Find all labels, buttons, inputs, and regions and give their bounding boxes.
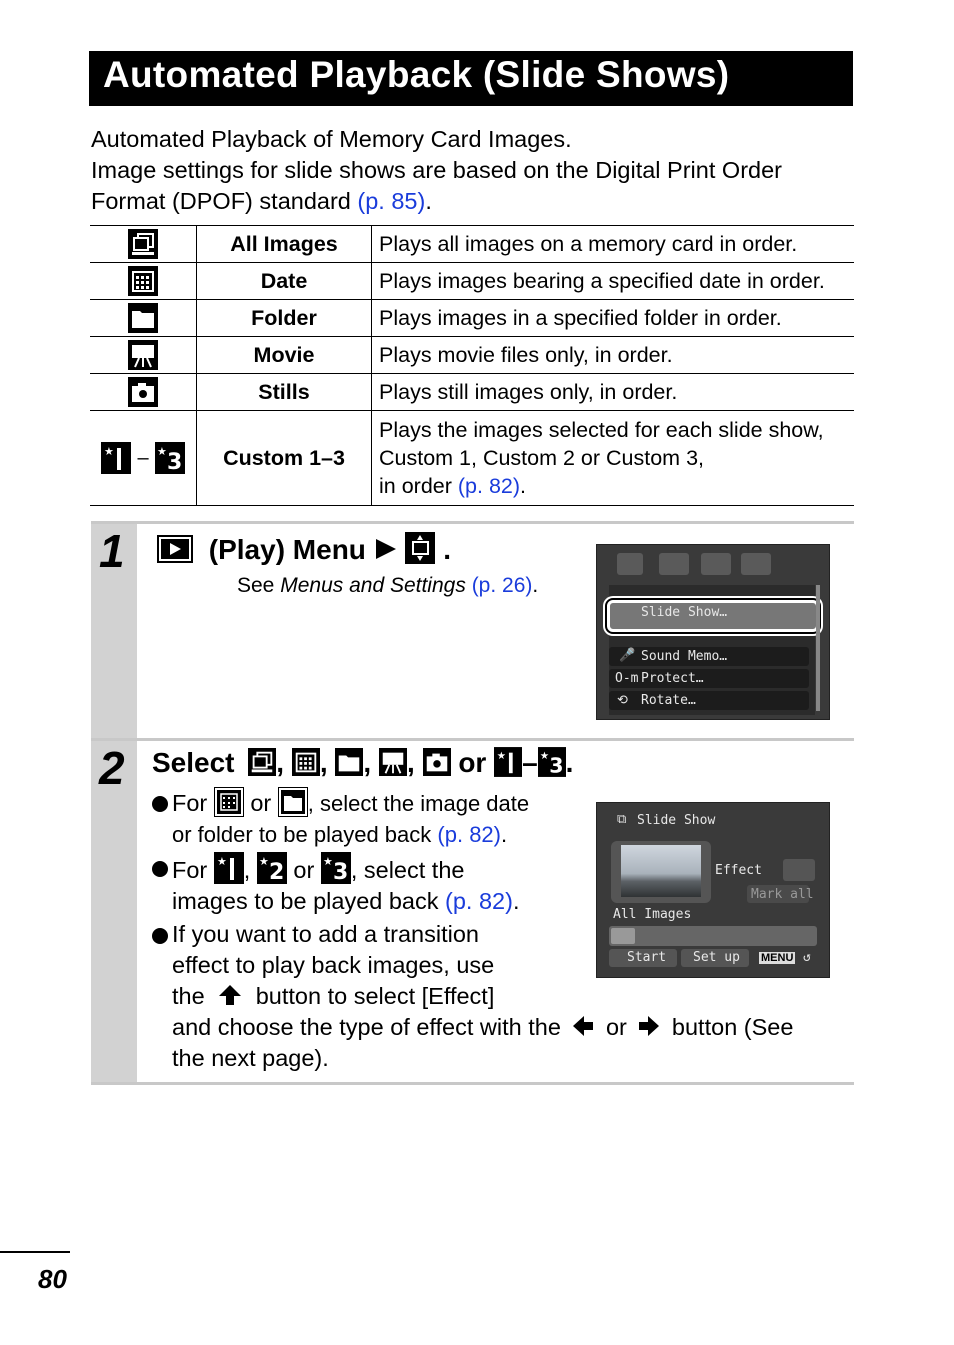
setup-label: Set up: [693, 950, 740, 965]
mode-desc: Plays still images only, in order.: [372, 374, 855, 411]
stills-icon: [423, 748, 451, 776]
custom-1-icon: [101, 442, 131, 474]
b2-or: or: [293, 857, 315, 883]
mode-desc-line: [379, 472, 854, 500]
b1-line-2-text: or folder to be played back: [172, 822, 432, 847]
custom-3-icon: [321, 852, 351, 884]
bullet-dot: [152, 796, 168, 812]
play-icon: [157, 535, 193, 563]
svg-text:3: 3: [166, 450, 182, 474]
menu-item-row: [609, 669, 809, 688]
intro-text: [91, 124, 861, 217]
b3-or: or: [605, 1014, 627, 1040]
intro-line-1: Automated Playback of Memory Card Images.: [91, 126, 572, 152]
title-bar: [89, 51, 853, 106]
folder-icon: [335, 748, 363, 776]
mode-name: Custom 1–3: [197, 411, 372, 506]
tab-play[interactable]: [617, 553, 643, 575]
b3-line-3: [172, 981, 852, 1012]
step-number: 1: [99, 525, 125, 577]
mode-name: Date: [197, 263, 372, 300]
step-number-column: [91, 741, 137, 1082]
step-1-heading-text: (Play) Menu: [208, 534, 366, 565]
date-icon: [128, 266, 158, 296]
mode-desc: Plays movie files only, in order.: [372, 337, 855, 374]
icon-cell: [90, 337, 197, 374]
tab-settings[interactable]: [701, 553, 731, 575]
b3-the: the: [172, 983, 205, 1009]
left-arrow-icon: [571, 1014, 595, 1038]
step-1: [91, 521, 854, 741]
icon-cell: [90, 374, 197, 411]
page-number-rule: [0, 1251, 70, 1253]
start-label: Start: [627, 950, 667, 965]
mode-desc: Plays all images on a memory card in order.: [372, 226, 855, 263]
b3-line-1: If you want to add a transition: [172, 921, 479, 947]
b3-line-3-text: button to select [Effect]: [255, 983, 495, 1009]
folder-icon: [278, 787, 308, 817]
all-images-icon: [248, 748, 276, 776]
svg-text:★: ★: [258, 855, 269, 868]
b2-line-2-text: images to be played back: [172, 888, 439, 914]
table-row: [90, 411, 854, 506]
custom-3-icon: [538, 747, 566, 777]
mode-name: Stills: [197, 374, 372, 411]
modes-table: [90, 225, 854, 506]
page-title: Automated Playback (Slide Shows): [103, 54, 730, 95]
b2-for: For: [172, 857, 208, 883]
menus-link[interactable]: (p. 26): [471, 574, 533, 597]
icon-cell: [90, 263, 197, 300]
b2-link[interactable]: (p. 82): [445, 888, 513, 914]
svg-text:3: 3: [332, 860, 349, 884]
icon-cell: [90, 300, 197, 337]
movie-icon: [379, 748, 407, 776]
sub-prefix: See: [237, 574, 275, 597]
svg-text:★: ★: [156, 445, 167, 458]
all-images-label: All Images: [613, 907, 692, 922]
all-images-icon: [128, 229, 158, 259]
camera-menu-screen: [596, 544, 830, 720]
tab-my-camera[interactable]: [741, 553, 771, 575]
b2-text: , select the: [350, 857, 465, 883]
date-icon: [214, 787, 244, 817]
tab-print[interactable]: [659, 553, 689, 575]
slideshow-icon: ⧉: [617, 812, 627, 827]
b3-line-4: [172, 1012, 852, 1043]
custom-2-icon: [257, 852, 287, 884]
table-row: [90, 226, 854, 263]
b3-line-2: effect to play back images, use: [172, 952, 495, 978]
b1-line-2: or folder to be played back (p. 82).: [172, 822, 508, 847]
mode-desc-period: .: [520, 474, 527, 498]
mode-desc-line: Plays the images selected for each slide show,: [379, 418, 824, 442]
b3-line-5: the next page).: [172, 1045, 329, 1071]
slideshow-icon: [405, 532, 435, 564]
table-row: [90, 263, 854, 300]
sub-period: .: [532, 574, 539, 597]
table-row: [90, 374, 854, 411]
b1-link[interactable]: (p. 82): [437, 822, 501, 847]
custom-3-icon: [155, 442, 185, 474]
custom-dash: –: [137, 447, 149, 469]
bullet-2: For ★ , ★ 2 or ★ 3 , select the images to be played back (p. 82).: [152, 852, 572, 917]
table-row: [90, 337, 854, 374]
custom-1-icon: [494, 747, 522, 777]
svg-text:2: 2: [268, 860, 285, 884]
right-arrow-icon: [637, 1014, 661, 1038]
mode-name: All Images: [197, 226, 372, 263]
step-number: 2: [99, 742, 125, 794]
b3-line-4-text: and choose the type of effect with the: [172, 1014, 561, 1040]
mode-name: Folder: [197, 300, 372, 337]
menu-item-row: [609, 691, 809, 710]
intro-period: .: [425, 188, 432, 214]
svg-text:★: ★: [496, 750, 507, 763]
b1-or: or: [250, 790, 272, 816]
menu-item-rotate[interactable]: Rotate…: [641, 693, 696, 708]
stills-icon: [128, 377, 158, 407]
slideshow-title: Slide Show: [637, 813, 716, 828]
step-number-column: [91, 524, 137, 738]
b1-for: For: [172, 790, 208, 816]
heading-or: or: [458, 747, 487, 778]
mode-name: Movie: [197, 337, 372, 374]
custom-1-icon: [214, 852, 244, 884]
mark-all-label: Mark all: [751, 887, 814, 902]
heading-period: .: [565, 747, 574, 778]
svg-text:3: 3: [548, 753, 564, 777]
custom-link[interactable]: (p. 82): [457, 474, 521, 498]
mode-desc-line: Custom 1, Custom 2 or Custom 3,: [379, 446, 704, 470]
table-row: [90, 300, 854, 337]
svg-text:★: ★: [216, 855, 227, 868]
mode-desc: [372, 411, 855, 506]
date-icon: [292, 748, 320, 776]
intro-line-2-text: Image settings for slide shows are based on the Digital Print Order Format (DPOF) standard: [91, 157, 782, 214]
bullet-3: [152, 919, 852, 1074]
menu-item-protect[interactable]: Protect…: [641, 671, 704, 686]
bullet-dot: [152, 928, 168, 944]
menu-badge[interactable]: MENU: [761, 952, 794, 964]
step-1-heading: [157, 532, 451, 566]
folder-icon: [128, 303, 158, 333]
intro-line-2: [91, 155, 861, 217]
mode-desc: Plays images in a specified folder in order.: [372, 300, 855, 337]
svg-text:★: ★: [539, 750, 549, 763]
mode-desc-text: in order: [379, 474, 452, 498]
key-icon: O-m: [615, 671, 639, 686]
svg-text:★: ★: [322, 855, 333, 868]
heading-select: Select: [152, 747, 235, 778]
step-1-sub: [237, 574, 538, 598]
mic-icon: 🎤: [619, 648, 636, 663]
scrollbar[interactable]: [816, 585, 820, 711]
arrow-right-icon: [374, 537, 398, 561]
effect-label: Effect: [715, 863, 762, 878]
up-arrow-icon: [217, 983, 243, 1007]
heading-dash: –: [522, 747, 538, 778]
sub-italic: Menus and Settings: [280, 574, 466, 597]
menu-tabs: [617, 553, 777, 575]
mode-desc: Plays images bearing a specified date in order.: [372, 263, 855, 300]
icon-cell: [90, 226, 197, 263]
movie-icon: [128, 340, 158, 370]
b2-line-2: images to be played back (p. 82).: [172, 888, 520, 914]
b1-text: , select the image date: [307, 791, 530, 816]
menu-item-sound-memo[interactable]: Sound Memo…: [641, 649, 728, 664]
rotate-icon: ⟲: [617, 693, 628, 708]
svg-text:★: ★: [104, 445, 115, 458]
step-2-heading: Select , , , , or ★ – ★ 3 .: [152, 747, 574, 778]
intro-link[interactable]: (p. 85): [357, 188, 426, 214]
heading-period: .: [443, 534, 452, 565]
page-number: 80: [38, 1264, 67, 1294]
b3-line-4-end: button (See: [671, 1014, 794, 1040]
step-2-bullets: [152, 787, 852, 1074]
menu-item-slideshow[interactable]: Slide Show…: [641, 605, 728, 620]
bullet-dot: [152, 861, 168, 877]
bullet-1: [152, 787, 562, 850]
back-icon: ↺: [803, 950, 811, 965]
icon-cell: [90, 411, 197, 506]
